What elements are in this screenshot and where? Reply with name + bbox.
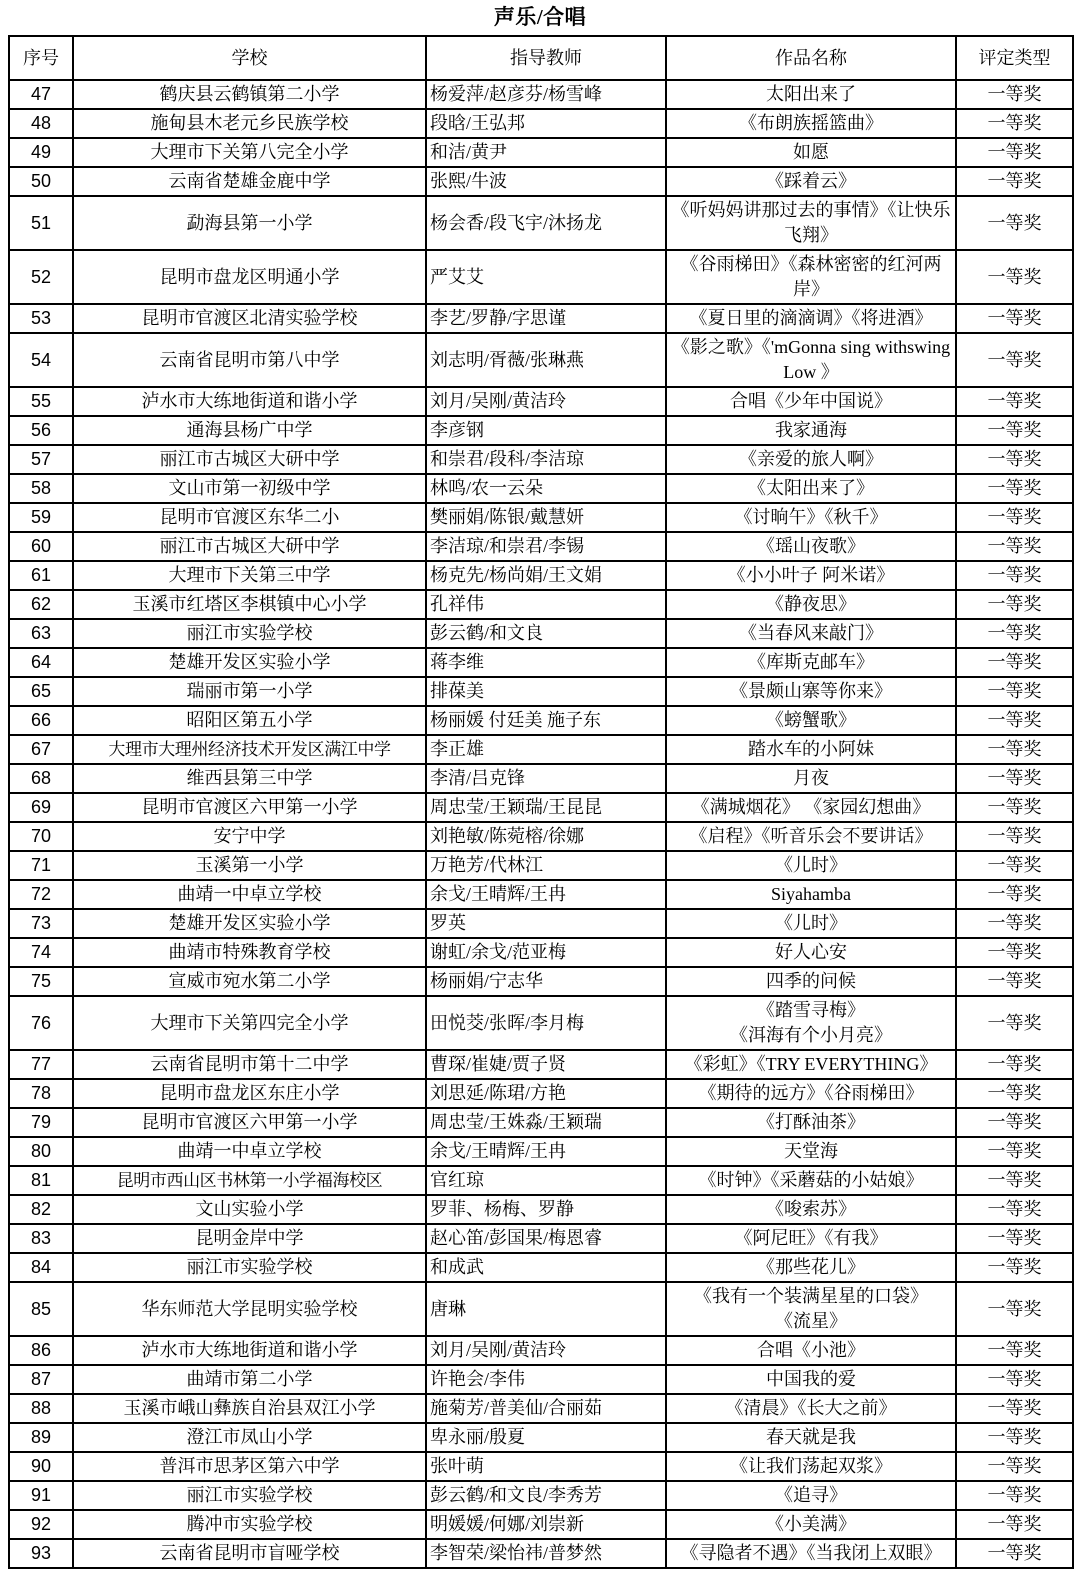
cell-school: 玉溪市红塔区李棋镇中心小学 — [73, 590, 426, 619]
cell-work: 《太阳出来了》 — [666, 474, 956, 503]
table-row — [9, 967, 1073, 996]
cell-index: 89 — [9, 1423, 73, 1452]
cell-teacher: 林鸣/农一云朵 — [426, 474, 666, 503]
cell-school: 昆明市官渡区六甲第一小学 — [73, 1108, 426, 1137]
cell-school: 泸水市大练地街道和谐小学 — [73, 1336, 426, 1365]
column-header-school: 学校 — [73, 36, 426, 80]
table-row — [9, 648, 1073, 677]
cell-index: 49 — [9, 138, 73, 167]
cell-award: 一等奖 — [956, 1166, 1073, 1195]
cell-award: 一等奖 — [956, 1481, 1073, 1510]
cell-teacher: 段晗/王弘邦 — [426, 109, 666, 138]
cell-index: 92 — [9, 1510, 73, 1539]
table-row — [9, 1282, 1073, 1336]
cell-index: 57 — [9, 445, 73, 474]
cell-school: 云南省昆明市第十二中学 — [73, 1050, 426, 1079]
cell-work: 《让我们荡起双浆》 — [666, 1452, 956, 1481]
cell-school: 曲靖一中卓立学校 — [73, 1137, 426, 1166]
cell-work: 合唱《小池》 — [666, 1336, 956, 1365]
cell-work: 《踩着云》 — [666, 167, 956, 196]
cell-index: 81 — [9, 1166, 73, 1195]
cell-work: 好人心安 — [666, 938, 956, 967]
cell-school: 腾冲市实验学校 — [73, 1510, 426, 1539]
table-row — [9, 1137, 1073, 1166]
results-table — [8, 35, 1074, 1569]
table-row — [9, 1108, 1073, 1137]
table-header — [9, 36, 1073, 80]
cell-school: 宣威市宛水第二小学 — [73, 967, 426, 996]
cell-award: 一等奖 — [956, 851, 1073, 880]
cell-work: 《阿尼旺》《有我》 — [666, 1224, 956, 1253]
cell-work: 《清晨》《长大之前》 — [666, 1394, 956, 1423]
cell-award: 一等奖 — [956, 474, 1073, 503]
cell-index: 52 — [9, 250, 73, 304]
cell-school: 昆明市西山区书林第一小学福海校区 — [73, 1166, 426, 1195]
cell-index: 47 — [9, 80, 73, 109]
cell-teacher: 李智荣/梁怡祎/普梦然 — [426, 1539, 666, 1568]
table-row — [9, 706, 1073, 735]
table-row — [9, 1166, 1073, 1195]
cell-work: 我家通海 — [666, 416, 956, 445]
table-row — [9, 1394, 1073, 1423]
table-row — [9, 590, 1073, 619]
table-row — [9, 416, 1073, 445]
cell-teacher: 罗英 — [426, 909, 666, 938]
cell-teacher: 和洁/黄尹 — [426, 138, 666, 167]
cell-school: 丽江市古城区大研中学 — [73, 445, 426, 474]
cell-award: 一等奖 — [956, 1423, 1073, 1452]
cell-teacher: 万艳芳/代林江 — [426, 851, 666, 880]
cell-award: 一等奖 — [956, 706, 1073, 735]
cell-work: 如愿 — [666, 138, 956, 167]
table-row — [9, 793, 1073, 822]
table-row — [9, 445, 1073, 474]
table-row — [9, 1539, 1073, 1568]
table-header-row — [9, 36, 1073, 80]
cell-work: 《儿时》 — [666, 851, 956, 880]
cell-work: 《启程》《听音乐会不要讲话》 — [666, 822, 956, 851]
cell-index: 68 — [9, 764, 73, 793]
cell-award: 一等奖 — [956, 1452, 1073, 1481]
table-row — [9, 938, 1073, 967]
table-row — [9, 677, 1073, 706]
cell-teacher: 余戈/王晴辉/王冉 — [426, 1137, 666, 1166]
cell-work: 《影之歌》《'mGonna sing withswing Low 》 — [666, 333, 956, 387]
cell-index: 65 — [9, 677, 73, 706]
cell-teacher: 田悦茭/张晖/李月梅 — [426, 996, 666, 1050]
cell-school: 勐海县第一小学 — [73, 196, 426, 250]
cell-award: 一等奖 — [956, 793, 1073, 822]
table-row — [9, 304, 1073, 333]
cell-teacher: 赵心笛/彭国果/梅恩睿 — [426, 1224, 666, 1253]
table-row — [9, 1253, 1073, 1282]
cell-work: Siyahamba — [666, 880, 956, 909]
cell-work: 《瑶山夜歌》 — [666, 532, 956, 561]
cell-index: 74 — [9, 938, 73, 967]
cell-work: 《布朗族摇篮曲》 — [666, 109, 956, 138]
cell-work: 月夜 — [666, 764, 956, 793]
cell-school: 昆明市盘龙区东庄小学 — [73, 1079, 426, 1108]
cell-teacher: 蒋李维 — [426, 648, 666, 677]
cell-index: 72 — [9, 880, 73, 909]
table-row — [9, 764, 1073, 793]
cell-teacher: 樊丽娟/陈银/戴慧妍 — [426, 503, 666, 532]
cell-award: 一等奖 — [956, 1336, 1073, 1365]
table-row — [9, 1452, 1073, 1481]
cell-award: 一等奖 — [956, 1079, 1073, 1108]
cell-school: 楚雄开发区实验小学 — [73, 648, 426, 677]
cell-teacher: 刘思延/陈珺/方艳 — [426, 1079, 666, 1108]
cell-award: 一等奖 — [956, 250, 1073, 304]
cell-award: 一等奖 — [956, 677, 1073, 706]
cell-school: 曲靖一中卓立学校 — [73, 880, 426, 909]
cell-school: 文山实验小学 — [73, 1195, 426, 1224]
cell-school: 丽江市古城区大研中学 — [73, 532, 426, 561]
cell-school: 云南省昆明市盲哑学校 — [73, 1539, 426, 1568]
cell-index: 71 — [9, 851, 73, 880]
cell-index: 80 — [9, 1137, 73, 1166]
cell-teacher: 彭云鹤/和文良 — [426, 619, 666, 648]
column-header-index: 序号 — [9, 36, 73, 80]
cell-award: 一等奖 — [956, 333, 1073, 387]
cell-teacher: 和崇君/段科/李洁琼 — [426, 445, 666, 474]
cell-teacher: 刘月/吴刚/黄洁玲 — [426, 1336, 666, 1365]
cell-school: 维西县第三中学 — [73, 764, 426, 793]
cell-award: 一等奖 — [956, 138, 1073, 167]
cell-teacher: 曹琛/崔婕/贾子贤 — [426, 1050, 666, 1079]
cell-index: 56 — [9, 416, 73, 445]
table-row — [9, 1079, 1073, 1108]
cell-teacher: 刘志明/胥薇/张琳燕 — [426, 333, 666, 387]
cell-index: 91 — [9, 1481, 73, 1510]
cell-work: 《满城烟花》 《家园幻想曲》 — [666, 793, 956, 822]
cell-school: 昆明市官渡区北清实验学校 — [73, 304, 426, 333]
cell-teacher: 排葆美 — [426, 677, 666, 706]
cell-teacher: 罗菲、杨梅、罗静 — [426, 1195, 666, 1224]
cell-work: 《寻隐者不遇》《当我闭上双眼》 — [666, 1539, 956, 1568]
cell-award: 一等奖 — [956, 387, 1073, 416]
cell-teacher: 和成武 — [426, 1253, 666, 1282]
cell-school: 大理市大理州经济技术开发区满江中学 — [73, 735, 426, 764]
table-row — [9, 822, 1073, 851]
cell-teacher: 唐琳 — [426, 1282, 666, 1336]
cell-work: 《小小叶子 阿米诺》 — [666, 561, 956, 590]
cell-school: 华东师范大学昆明实验学校 — [73, 1282, 426, 1336]
table-row — [9, 109, 1073, 138]
table-row — [9, 503, 1073, 532]
cell-work: 太阳出来了 — [666, 80, 956, 109]
cell-work: 《追寻》 — [666, 1481, 956, 1510]
cell-school: 施甸县木老元乡民族学校 — [73, 109, 426, 138]
cell-school: 泸水市大练地街道和谐小学 — [73, 387, 426, 416]
cell-work: 《讨晌午》《秋千》 — [666, 503, 956, 532]
cell-school: 普洱市思茅区第六中学 — [73, 1452, 426, 1481]
cell-work: 《听妈妈讲那过去的事情》《让快乐飞翔》 — [666, 196, 956, 250]
cell-work: 《打酥油茶》 — [666, 1108, 956, 1137]
table-row — [9, 735, 1073, 764]
cell-work: 《彩虹》《TRY EVERYTHING》 — [666, 1050, 956, 1079]
cell-school: 昆明金岸中学 — [73, 1224, 426, 1253]
cell-index: 69 — [9, 793, 73, 822]
cell-index: 48 — [9, 109, 73, 138]
table-row — [9, 1195, 1073, 1224]
cell-index: 88 — [9, 1394, 73, 1423]
cell-school: 澄江市凤山小学 — [73, 1423, 426, 1452]
cell-award: 一等奖 — [956, 590, 1073, 619]
cell-award: 一等奖 — [956, 909, 1073, 938]
cell-index: 61 — [9, 561, 73, 590]
table-row — [9, 1224, 1073, 1253]
table-body — [9, 80, 1073, 1568]
table-row — [9, 1510, 1073, 1539]
cell-index: 73 — [9, 909, 73, 938]
cell-school: 曲靖市第二小学 — [73, 1365, 426, 1394]
cell-award: 一等奖 — [956, 445, 1073, 474]
cell-teacher: 刘月/吴刚/黄洁玲 — [426, 387, 666, 416]
cell-school: 云南省楚雄金鹿中学 — [73, 167, 426, 196]
cell-work: 中国我的爱 — [666, 1365, 956, 1394]
cell-teacher: 李洁琼/和崇君/李锡 — [426, 532, 666, 561]
cell-index: 82 — [9, 1195, 73, 1224]
table-row — [9, 996, 1073, 1050]
cell-work: 合唱《少年中国说》 — [666, 387, 956, 416]
cell-teacher: 许艳会/李伟 — [426, 1365, 666, 1394]
cell-teacher: 李正雄 — [426, 735, 666, 764]
page-title: 声乐/合唱 — [493, 5, 587, 29]
table-row — [9, 880, 1073, 909]
cell-index: 70 — [9, 822, 73, 851]
cell-award: 一等奖 — [956, 416, 1073, 445]
cell-school: 丽江市实验学校 — [73, 619, 426, 648]
cell-index: 87 — [9, 1365, 73, 1394]
table-row — [9, 1050, 1073, 1079]
cell-teacher: 明媛媛/何娜/刘崇新 — [426, 1510, 666, 1539]
table-row — [9, 561, 1073, 590]
cell-work: 《景颇山寨等你来》 — [666, 677, 956, 706]
table-row — [9, 851, 1073, 880]
table-row — [9, 1336, 1073, 1365]
cell-award: 一等奖 — [956, 1510, 1073, 1539]
cell-award: 一等奖 — [956, 561, 1073, 590]
cell-work: 《期待的远方》《谷雨梯田》 — [666, 1079, 956, 1108]
cell-teacher: 卑永丽/殷夏 — [426, 1423, 666, 1452]
table-row — [9, 80, 1073, 109]
cell-index: 58 — [9, 474, 73, 503]
cell-index: 51 — [9, 196, 73, 250]
cell-work: 《儿时》 — [666, 909, 956, 938]
cell-teacher: 杨丽媛 付廷美 施子东 — [426, 706, 666, 735]
cell-index: 53 — [9, 304, 73, 333]
cell-award: 一等奖 — [956, 503, 1073, 532]
cell-award: 一等奖 — [956, 967, 1073, 996]
cell-school: 丽江市实验学校 — [73, 1253, 426, 1282]
column-header-award: 评定类型 — [956, 36, 1073, 80]
cell-teacher: 谢虹/余戈/范亚梅 — [426, 938, 666, 967]
cell-work: 《踏雪寻梅》 《洱海有个小月亮》 — [666, 996, 956, 1050]
cell-teacher: 李清/吕克锋 — [426, 764, 666, 793]
cell-school: 鹤庆县云鹤镇第二小学 — [73, 80, 426, 109]
cell-teacher: 周忠莹/王姝淼/王颖瑞 — [426, 1108, 666, 1137]
cell-school: 昆明市官渡区六甲第一小学 — [73, 793, 426, 822]
cell-index: 55 — [9, 387, 73, 416]
cell-teacher: 刘艳敏/陈菀榕/徐娜 — [426, 822, 666, 851]
cell-award: 一等奖 — [956, 304, 1073, 333]
cell-index: 60 — [9, 532, 73, 561]
cell-work: 踏水车的小阿妹 — [666, 735, 956, 764]
cell-teacher: 施菊芳/普美仙/合丽茹 — [426, 1394, 666, 1423]
cell-index: 84 — [9, 1253, 73, 1282]
cell-index: 83 — [9, 1224, 73, 1253]
cell-work: 天堂海 — [666, 1137, 956, 1166]
column-header-teacher: 指导教师 — [426, 36, 666, 80]
table-row — [9, 532, 1073, 561]
cell-school: 昆明市官渡区东华二小 — [73, 503, 426, 532]
table-row — [9, 333, 1073, 387]
cell-work: 春天就是我 — [666, 1423, 956, 1452]
cell-teacher: 杨丽娟/宁志华 — [426, 967, 666, 996]
cell-school: 楚雄开发区实验小学 — [73, 909, 426, 938]
cell-teacher: 周忠莹/王颖瑞/王昆昆 — [426, 793, 666, 822]
cell-work: 《时钟》《采蘑菇的小姑娘》 — [666, 1166, 956, 1195]
cell-award: 一等奖 — [956, 880, 1073, 909]
cell-award: 一等奖 — [956, 1253, 1073, 1282]
cell-school: 玉溪第一小学 — [73, 851, 426, 880]
cell-index: 63 — [9, 619, 73, 648]
cell-award: 一等奖 — [956, 167, 1073, 196]
cell-school: 文山市第一初级中学 — [73, 474, 426, 503]
cell-award: 一等奖 — [956, 1195, 1073, 1224]
cell-award: 一等奖 — [956, 938, 1073, 967]
cell-teacher: 张熙/牛波 — [426, 167, 666, 196]
cell-teacher: 杨爱萍/赵彦芬/杨雪峰 — [426, 80, 666, 109]
cell-teacher: 杨会香/段飞宇/沐扬龙 — [426, 196, 666, 250]
cell-work: 《静夜思》 — [666, 590, 956, 619]
cell-teacher: 余戈/王晴辉/王冉 — [426, 880, 666, 909]
cell-award: 一等奖 — [956, 648, 1073, 677]
cell-index: 62 — [9, 590, 73, 619]
cell-work: 《螃蟹歌》 — [666, 706, 956, 735]
cell-award: 一等奖 — [956, 822, 1073, 851]
cell-index: 75 — [9, 967, 73, 996]
cell-award: 一等奖 — [956, 1137, 1073, 1166]
cell-school: 大理市下关第三中学 — [73, 561, 426, 590]
cell-work: 《库斯克邮车》 — [666, 648, 956, 677]
cell-award: 一等奖 — [956, 1282, 1073, 1336]
cell-teacher: 杨克先/杨尚娟/王文娟 — [426, 561, 666, 590]
table-row — [9, 909, 1073, 938]
cell-award: 一等奖 — [956, 1224, 1073, 1253]
cell-award: 一等奖 — [956, 1365, 1073, 1394]
cell-award: 一等奖 — [956, 996, 1073, 1050]
cell-index: 59 — [9, 503, 73, 532]
cell-teacher: 孔祥伟 — [426, 590, 666, 619]
cell-index: 93 — [9, 1539, 73, 1568]
cell-work: 《谷雨梯田》《森林密密的红河两岸》 — [666, 250, 956, 304]
cell-index: 50 — [9, 167, 73, 196]
cell-index: 79 — [9, 1108, 73, 1137]
cell-work: 《那些花儿》 — [666, 1253, 956, 1282]
cell-index: 77 — [9, 1050, 73, 1079]
table-row — [9, 1481, 1073, 1510]
cell-index: 64 — [9, 648, 73, 677]
table-row — [9, 619, 1073, 648]
cell-school: 安宁中学 — [73, 822, 426, 851]
cell-school: 云南省昆明市第八中学 — [73, 333, 426, 387]
table-row — [9, 196, 1073, 250]
cell-index: 67 — [9, 735, 73, 764]
cell-school: 曲靖市特殊教育学校 — [73, 938, 426, 967]
table-row — [9, 138, 1073, 167]
cell-index: 76 — [9, 996, 73, 1050]
table-row — [9, 1423, 1073, 1452]
cell-award: 一等奖 — [956, 109, 1073, 138]
cell-index: 78 — [9, 1079, 73, 1108]
cell-award: 一等奖 — [956, 532, 1073, 561]
cell-index: 86 — [9, 1336, 73, 1365]
cell-award: 一等奖 — [956, 80, 1073, 109]
cell-school: 瑞丽市第一小学 — [73, 677, 426, 706]
cell-school: 丽江市实验学校 — [73, 1481, 426, 1510]
cell-school: 昆明市盘龙区明通小学 — [73, 250, 426, 304]
cell-teacher: 张叶萌 — [426, 1452, 666, 1481]
table-row — [9, 474, 1073, 503]
cell-index: 66 — [9, 706, 73, 735]
cell-teacher: 彭云鹤/和文良/李秀芳 — [426, 1481, 666, 1510]
cell-award: 一等奖 — [956, 196, 1073, 250]
cell-award: 一等奖 — [956, 735, 1073, 764]
cell-award: 一等奖 — [956, 1050, 1073, 1079]
table-row — [9, 250, 1073, 304]
cell-teacher: 官红琼 — [426, 1166, 666, 1195]
cell-award: 一等奖 — [956, 1108, 1073, 1137]
cell-work: 《唆索苏》 — [666, 1195, 956, 1224]
cell-school: 昭阳区第五小学 — [73, 706, 426, 735]
cell-teacher: 严艾艾 — [426, 250, 666, 304]
cell-work: 《夏日里的滴滴调》《将进酒》 — [666, 304, 956, 333]
cell-index: 85 — [9, 1282, 73, 1336]
table-row — [9, 387, 1073, 416]
cell-work: 《小美满》 — [666, 1510, 956, 1539]
cell-work: 四季的问候 — [666, 967, 956, 996]
cell-school: 玉溪市峨山彝族自治县双江小学 — [73, 1394, 426, 1423]
table-row — [9, 167, 1073, 196]
cell-work: 《当春风来敲门》 — [666, 619, 956, 648]
column-header-work: 作品名称 — [666, 36, 956, 80]
cell-teacher: 李艺/罗静/字思谨 — [426, 304, 666, 333]
cell-award: 一等奖 — [956, 764, 1073, 793]
cell-index: 90 — [9, 1452, 73, 1481]
cell-school: 通海县杨广中学 — [73, 416, 426, 445]
cell-school: 大理市下关第八完全小学 — [73, 138, 426, 167]
cell-work: 《我有一个装满星星的口袋》 《流星》 — [666, 1282, 956, 1336]
cell-award: 一等奖 — [956, 619, 1073, 648]
cell-award: 一等奖 — [956, 1539, 1073, 1568]
cell-index: 54 — [9, 333, 73, 387]
cell-work: 《亲爱的旅人啊》 — [666, 445, 956, 474]
cell-award: 一等奖 — [956, 1394, 1073, 1423]
cell-teacher: 李彦钢 — [426, 416, 666, 445]
table-row — [9, 1365, 1073, 1394]
cell-school: 大理市下关第四完全小学 — [73, 996, 426, 1050]
